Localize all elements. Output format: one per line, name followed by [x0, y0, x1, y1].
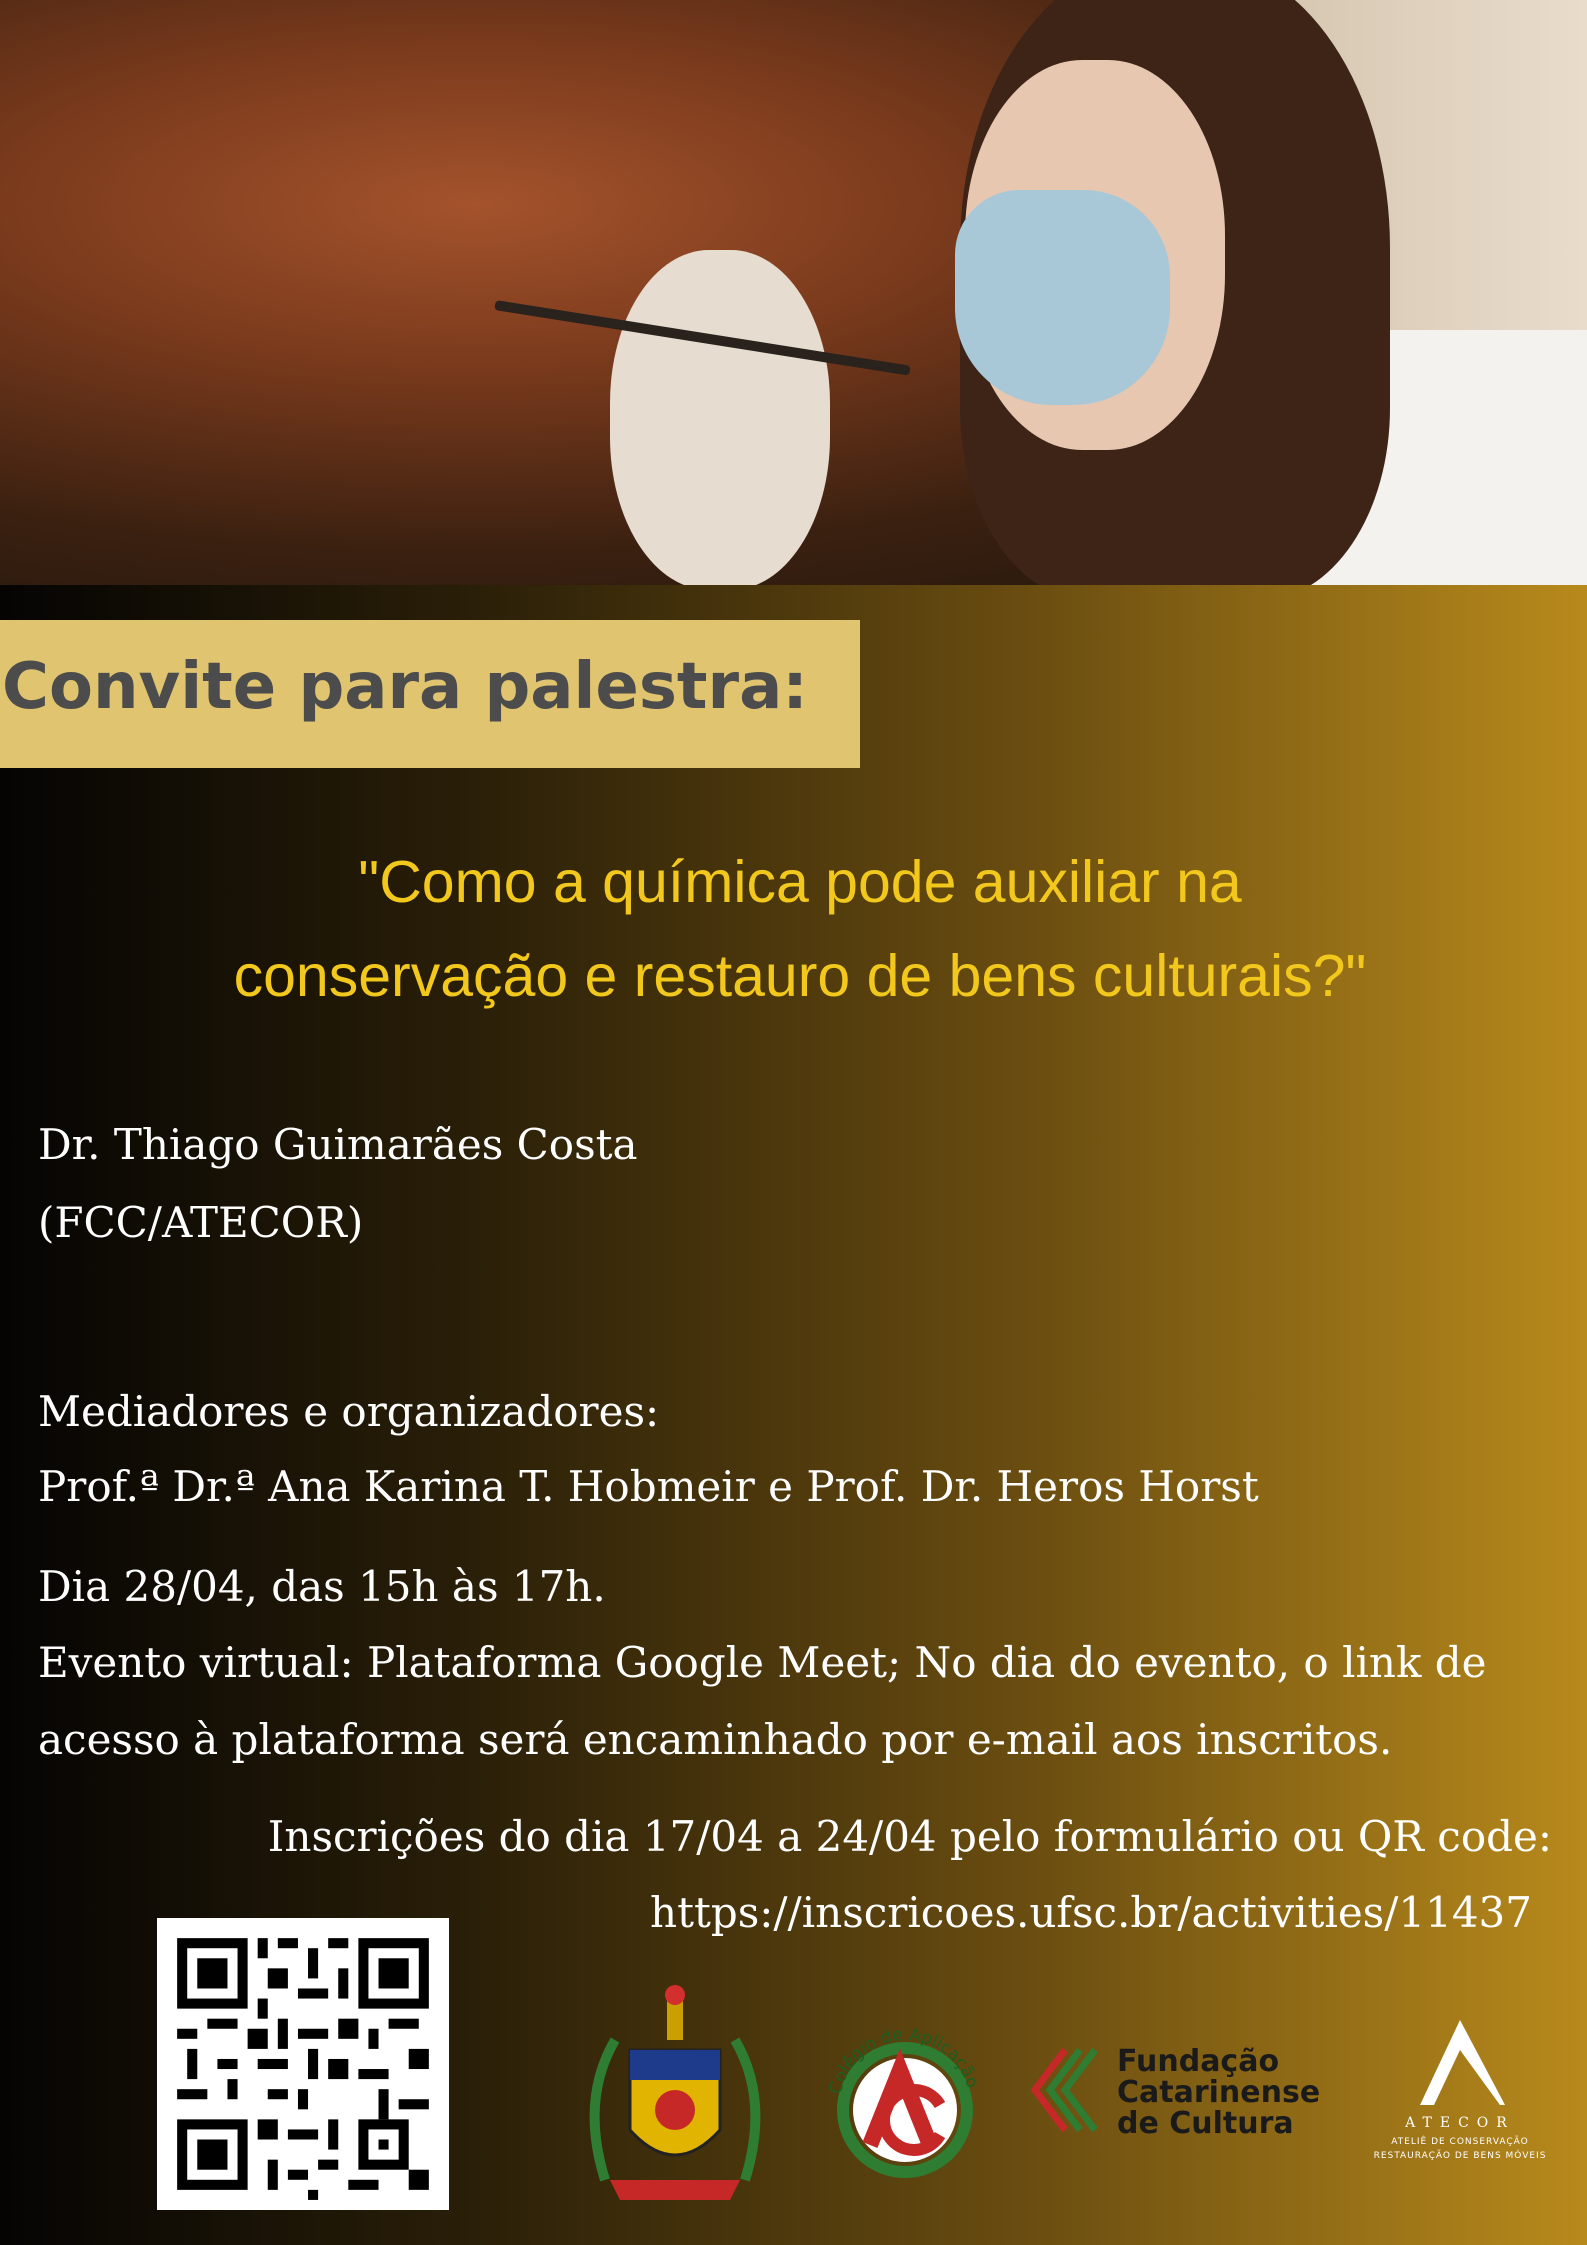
photo-face-mask	[955, 190, 1170, 405]
event-date-time: Dia 28/04, das 15h às 17h.	[38, 1562, 606, 1611]
talk-title-line-1: "Como a química pode auxiliar na	[358, 849, 1242, 915]
atecor-subtitle-2: RESTAURAÇÃO DE BENS MÓVEIS	[1373, 2151, 1547, 2161]
atecor-a-icon	[1360, 2015, 1560, 2115]
photo-gloved-hand	[610, 250, 830, 585]
colegio-aplicacao-icon	[815, 2010, 995, 2190]
qr-code-graphic	[157, 1918, 449, 2210]
ufsc-crest-logo	[575, 1980, 775, 2210]
organizers-heading: Mediadores e organizadores:	[38, 1387, 660, 1436]
fcc-chevrons-icon	[1025, 2040, 1110, 2140]
colegio-aplicacao-text: Colégio de Aplicação	[825, 2024, 983, 2097]
speaker-affiliation: (FCC/ATECOR)	[38, 1198, 364, 1247]
fcc-name-line-1: Fundação	[1117, 2044, 1280, 2079]
talk-title	[40, 835, 1560, 1023]
ufsc-crest-icon	[575, 1980, 775, 2210]
fcc-name-line-2: Catarinense	[1117, 2075, 1321, 2110]
event-virtual-line-2: acesso à plataforma será encaminhado por e-mail aos inscritos.	[38, 1715, 1393, 1764]
invite-banner-label: Convite para palestra:	[2, 650, 808, 724]
event-virtual-line-1: Evento virtual: Plataforma Google Meet; No dia do evento, o link de	[38, 1638, 1487, 1687]
header-photo	[0, 0, 1587, 585]
qr-code[interactable]	[157, 1918, 449, 2210]
atecor-name: ATECOR	[1405, 2115, 1515, 2131]
fcc-logo	[1025, 2040, 1345, 2150]
fcc-name-line-3: de Cultura	[1117, 2106, 1294, 2141]
fcc-name	[1117, 2046, 1320, 2139]
registration-info: Inscrições do dia 17/04 a 24/04 pelo formulário ou QR code:	[267, 1812, 1552, 1861]
atecor-subtitle-1: ATELIÊ DE CONSERVAÇÃO	[1391, 2137, 1529, 2147]
talk-title-line-2: conservação e restauro de bens culturais?"	[233, 943, 1367, 1009]
atecor-logo	[1360, 2015, 1560, 2195]
registration-link[interactable]: https://inscricoes.ufsc.br/activities/11437	[650, 1888, 1532, 1937]
colegio-aplicacao-logo	[815, 2010, 995, 2190]
organizers-names: Prof.ª Dr.ª Ana Karina T. Hobmeir e Prof. Dr. Heros Horst	[38, 1462, 1259, 1511]
speaker-name: Dr. Thiago Guimarães Costa	[38, 1120, 638, 1169]
